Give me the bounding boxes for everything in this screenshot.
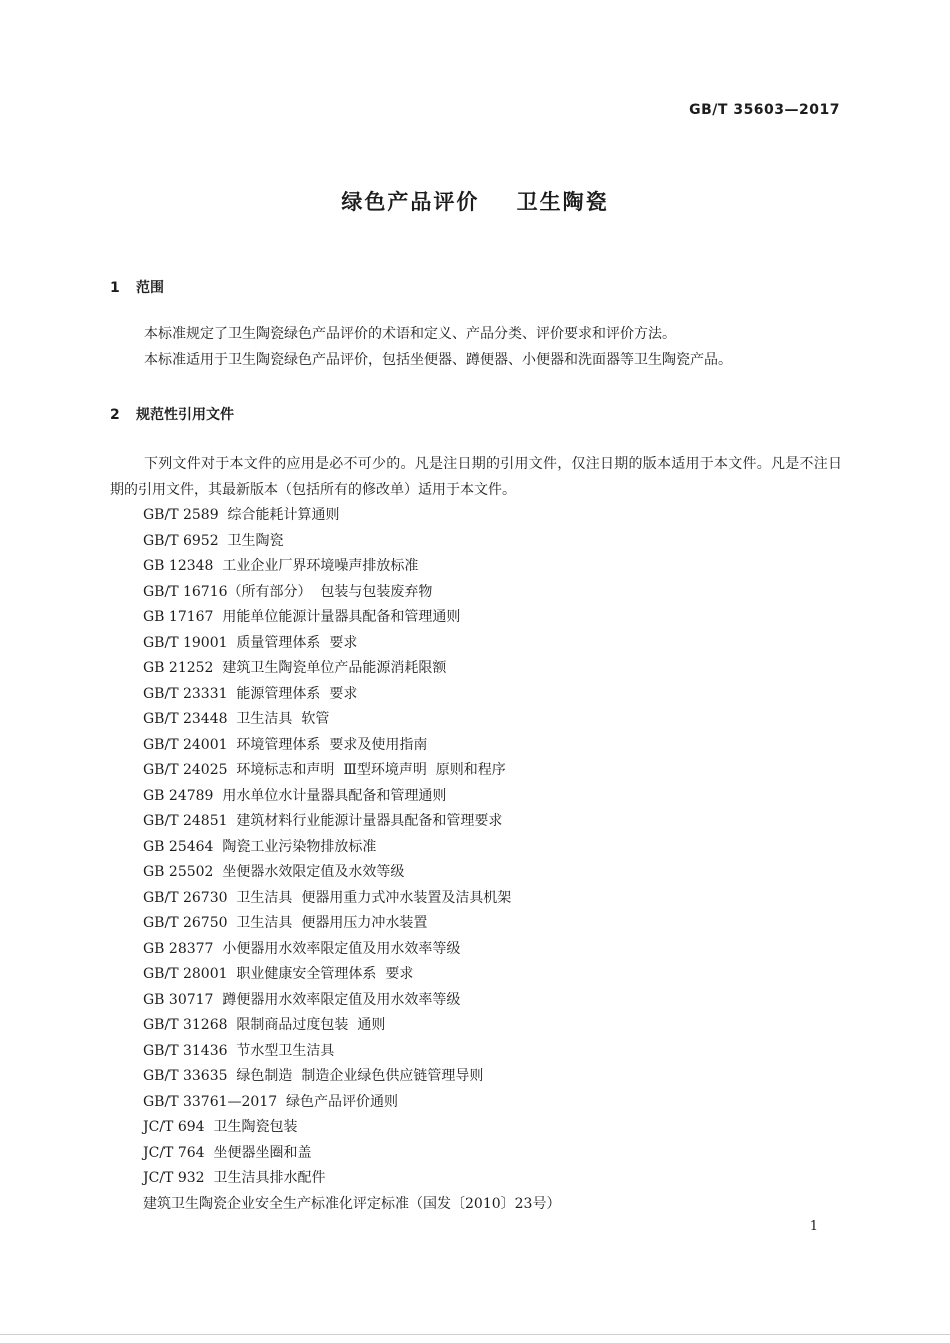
reference-list <box>143 503 560 1217</box>
reference-item: GB 30717 蹲便器用水效率限定值及用水效率等级 <box>143 991 461 1008</box>
reference-item: GB/T 28001 职业健康安全管理体系 要求 <box>143 966 414 982</box>
reference-item: GB/T 6952 卫生陶瓷 <box>143 532 284 549</box>
reference-item: GB 12348 工业企业厂界环境噪声排放标准 <box>143 558 419 574</box>
document-title: 绿色产品评价 卫生陶瓷 <box>341 190 609 214</box>
reference-item: GB/T 31268 限制商品过度包装 通则 <box>143 1017 386 1033</box>
reference-item: GB/T 24851 建筑材料行业能源计量器具配备和管理要求 <box>143 813 503 829</box>
scope-paragraph-1: 本标准规定了卫生陶瓷绿色产品评价的术语和定义、产品分类、评价要求和评价方法。 <box>144 326 676 342</box>
reference-item: JC/T 932 卫生洁具排水配件 <box>143 1170 326 1186</box>
reference-item: GB 25502 坐便器水效限定值及水效等级 <box>143 864 405 880</box>
reference-item: GB/T 16716（所有部分） 包装与包装废弃物 <box>143 583 433 600</box>
section-title: 规范性引用文件 <box>136 407 234 423</box>
reference-item: 建筑卫生陶瓷企业安全生产标准化评定标准（国发〔2010〕23号） <box>143 1195 561 1212</box>
scope-paragraph-2: 本标准适用于卫生陶瓷绿色产品评价，包括坐便器、蹲便器、小便器和洗面器等卫生陶瓷产品。 <box>144 352 732 368</box>
section-heading-references <box>110 404 234 424</box>
reference-item: GB/T 31436 节水型卫生洁具 <box>143 1042 335 1059</box>
section-heading-scope <box>110 277 164 297</box>
reference-item: GB/T 19001 质量管理体系 要求 <box>143 634 358 651</box>
reference-item: JC/T 694 卫生陶瓷包装 <box>143 1119 298 1135</box>
reference-item: GB/T 24025 环境标志和声明 Ⅲ型环境声明 原则和程序 <box>143 762 506 778</box>
reference-item: GB/T 24001 环境管理体系 要求及使用指南 <box>143 736 428 753</box>
reference-item: GB/T 33635 绿色制造 制造企业绿色供应链管理导则 <box>143 1068 484 1084</box>
reference-item: GB 24789 用水单位水计量器具配备和管理通则 <box>143 787 447 804</box>
references-intro: 下列文件对于本文件的应用是必不可少的。凡是注日期的引用文件，仅注日期的版本适用于本文件。凡是不注日期的引用文件，其最新版本（包括所有的修改单）适用于本文件。 <box>110 456 842 498</box>
page-bottom-divider <box>0 1334 950 1335</box>
reference-item: GB/T 26750 卫生洁具 便器用压力冲水装置 <box>143 915 428 931</box>
page-number: 1 <box>809 1219 818 1234</box>
section-title: 范围 <box>136 280 164 296</box>
reference-item: GB/T 23331 能源管理体系 要求 <box>143 685 358 702</box>
section-number: 2 <box>110 407 120 423</box>
reference-item: GB/T 26730 卫生洁具 便器用重力式冲水装置及洁具机架 <box>143 889 512 906</box>
reference-item: GB/T 33761—2017 绿色产品评价通则 <box>143 1093 399 1110</box>
reference-item: GB 25464 陶瓷工业污染物排放标准 <box>143 838 377 855</box>
standard-code: GB/T 35603—2017 <box>689 102 840 118</box>
reference-item: GB 28377 小便器用水效率限定值及用水效率等级 <box>143 940 461 957</box>
reference-item: GB 17167 用能单位能源计量器具配备和管理通则 <box>143 609 461 625</box>
section-number: 1 <box>110 280 120 296</box>
reference-item: JC/T 764 坐便器坐圈和盖 <box>143 1144 312 1161</box>
reference-item: GB 21252 建筑卫生陶瓷单位产品能源消耗限额 <box>143 660 447 676</box>
reference-item: GB/T 23448 卫生洁具 软管 <box>143 711 330 727</box>
reference-item: GB/T 2589 综合能耗计算通则 <box>143 507 340 523</box>
